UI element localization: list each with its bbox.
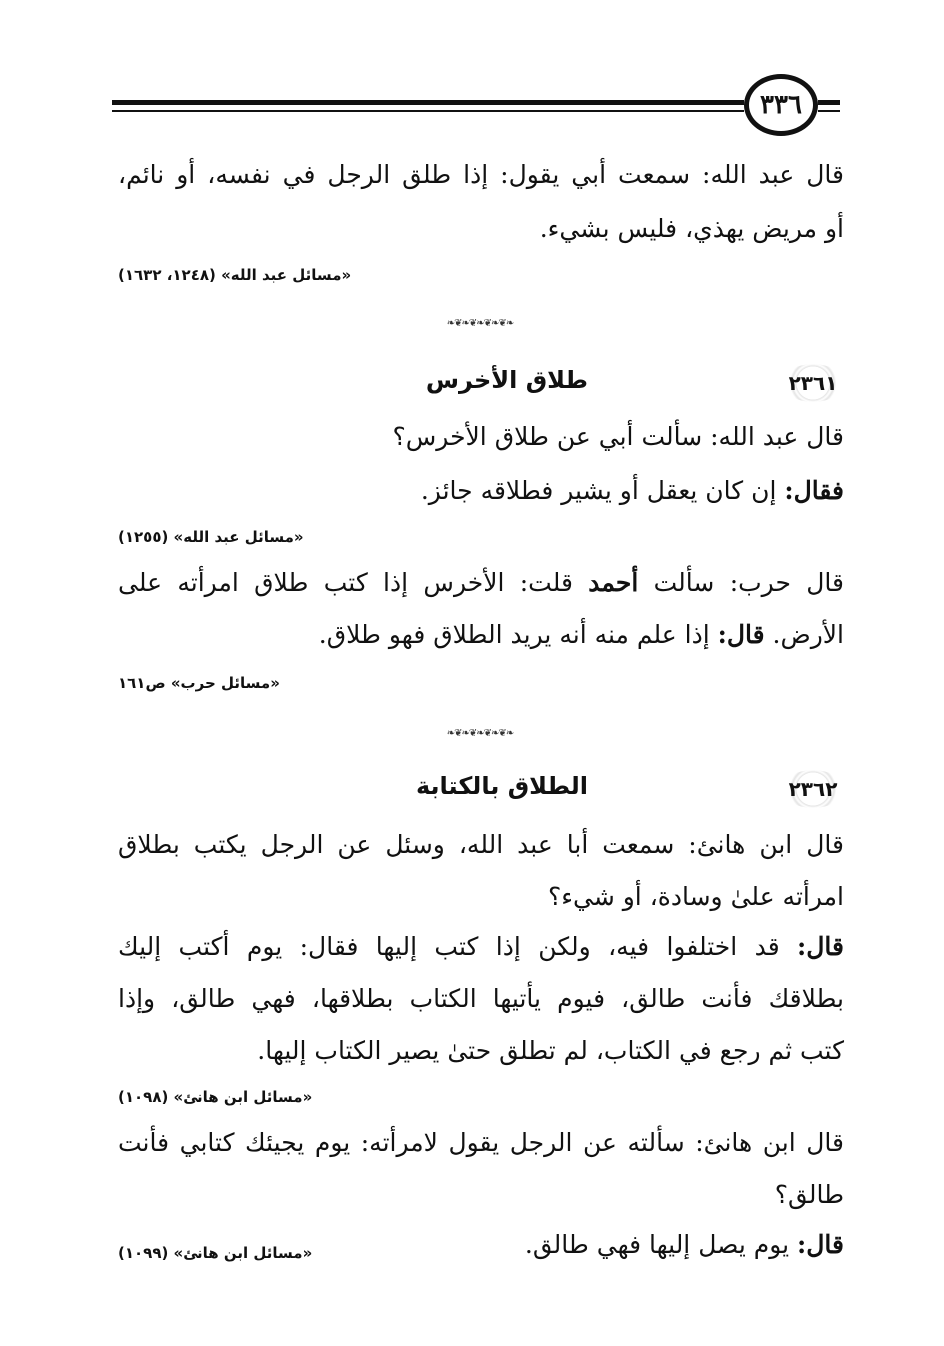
paragraph-line: طالق؟	[774, 1180, 844, 1209]
page-number: ٣٣٦	[760, 90, 802, 120]
paragraph-line: قال ابن هانئ: سمعت أبا عبد الله، وسئل عن الرجل يكتب بطلاق	[118, 830, 844, 859]
source-citation: «مسائل عبد الله» (١٢٤٨، ١٦٣٢)	[118, 266, 352, 284]
ornament-separator: ❧❦❧❦❧❦❧❦❧	[446, 727, 514, 739]
speaker-label: قال:	[797, 1230, 844, 1259]
paragraph-line: قال ابن هانئ: سألته عن الرجل يقول لامرأته: يوم يجيئك كتابي فأنت	[118, 1128, 844, 1157]
source-citation: «مسائل حرب» ص١٦١	[118, 674, 280, 692]
source-citation: «مسائل عبد الله» (١٢٥٥)	[118, 528, 304, 546]
ornament-separator: ❧❦❧❦❧❦❧❦❧	[446, 317, 514, 329]
text-segment: الأرض.	[764, 620, 844, 649]
name-highlight: أحمد	[588, 568, 639, 597]
paragraph-line	[421, 476, 844, 506]
answer-text: إن كان يعقل أو يشير فطلاقه جائز.	[420, 476, 785, 505]
header-rule-right-thick	[818, 100, 840, 105]
paragraph-line	[319, 620, 844, 650]
page-number-badge	[744, 74, 818, 136]
speaker-label: فقال:	[784, 476, 844, 505]
section-number: ٢٣٦٢	[782, 770, 844, 808]
paragraph-line: قال عبد الله: سألت أبي عن طلاق الأخرس؟	[392, 422, 844, 451]
source-citation: «مسائل ابن هانئ» (١٠٩٨)	[118, 1088, 313, 1106]
paragraph-line: بطلاقك فأنت طالق، فيوم يأتيها الكتاب بطلاقها، فهي طالق، وإذا	[118, 984, 844, 1013]
source-citation: «مسائل ابن هانئ» (١٠٩٩)	[118, 1244, 313, 1262]
paragraph-line: امرأته علىٰ وسادة، أو شيء؟	[547, 882, 844, 911]
header-rule-thick	[112, 100, 744, 105]
text-segment: قال حرب: سألت	[638, 568, 844, 597]
speaker-label: قال:	[797, 932, 844, 961]
paragraph-line	[118, 932, 844, 962]
section-title: الطلاق بالكتابة	[415, 772, 588, 800]
paragraph-line: قال عبد الله: سمعت أبي يقول: إذا طلق الرجل في نفسه، أو نائم،	[118, 160, 844, 189]
paragraph-line	[118, 568, 844, 598]
header-rule-right-thin	[818, 110, 840, 112]
text-segment: إذا علم منه أنه يريد الطلاق فهو طلاق.	[318, 620, 718, 649]
section-title: طلاق الأخرس	[425, 366, 588, 394]
paragraph-line	[525, 1230, 844, 1260]
paragraph-line: كتب ثم رجع في الكتاب، لم تطلق حتىٰ يصير الكتاب إليها.	[257, 1036, 844, 1065]
header-rule-thin	[112, 110, 744, 112]
text-segment: قد اختلفوا فيه، ولكن إذا كتب إليها فقال: يوم أكتب إليك	[118, 932, 798, 961]
text-segment: يوم يصل إليها فهي طالق.	[524, 1230, 798, 1259]
text-segment: قلت: الأخرس إذا كتب طلاق امرأته على	[118, 568, 589, 597]
paragraph-line: أو مريض يهذي، فليس بشيء.	[539, 214, 844, 243]
section-number: ٢٣٦١	[782, 364, 844, 402]
speaker-label: قال:	[717, 620, 765, 649]
